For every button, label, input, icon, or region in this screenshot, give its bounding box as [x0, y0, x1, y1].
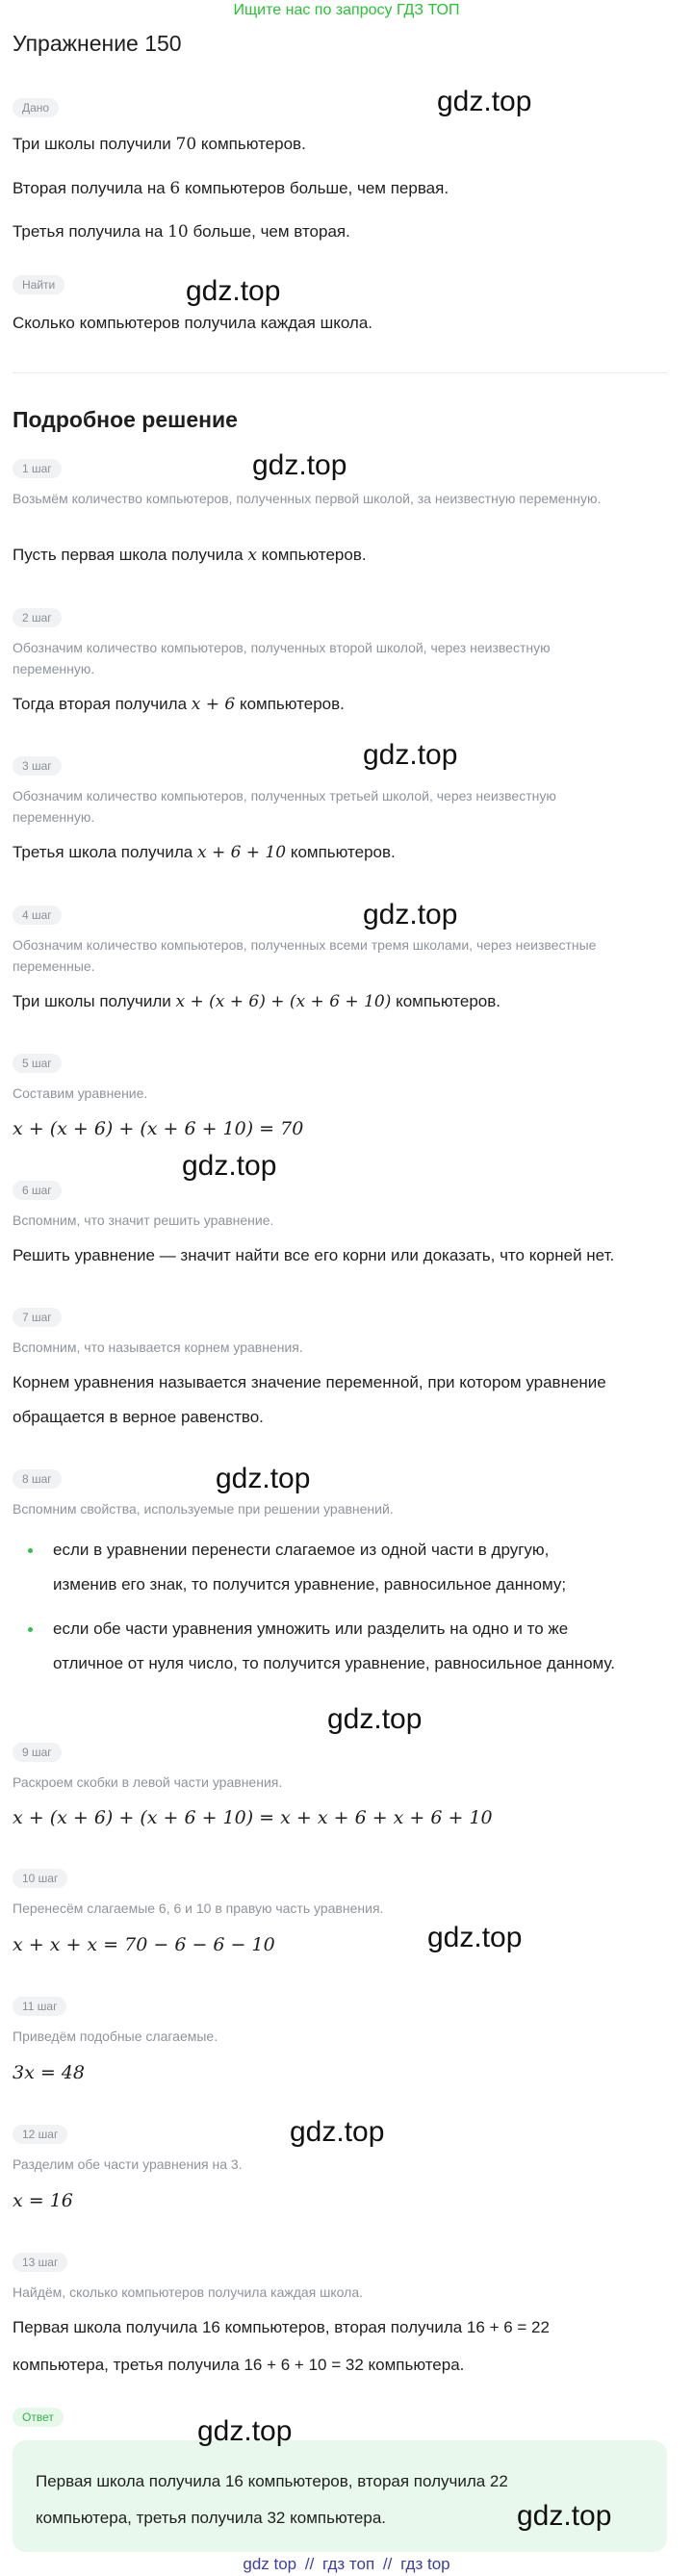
step-label: 13 шаг: [13, 2253, 67, 2272]
answer-label: Ответ: [13, 2408, 64, 2427]
find-text: Сколько компьютеров получила каждая школа.: [13, 314, 373, 332]
step-text-line-2: обращается в верное равенство.: [13, 1408, 264, 1426]
step-label: 6 шаг: [13, 1181, 62, 1200]
answer-line-1: Первая школа получила 16 компьютеров, вторая получила 22: [36, 2472, 508, 2490]
top-banner[interactable]: Ищите нас по запросу ГДЗ ТОП: [233, 2, 460, 18]
step-note: Разделим обе части уравнения на 3.: [13, 2156, 243, 2172]
watermark: gdz.top: [216, 1463, 311, 1494]
footer-separator: //: [304, 2555, 315, 2573]
answer-line-2: компьютера, третья получила 32 компьютера.: [36, 2509, 386, 2527]
step-formula: x + (x + 6) + (x + 6 + 10) = 70: [13, 1118, 304, 1139]
step-note: Вспомним, что называется корнем уравнения.: [13, 1339, 303, 1355]
step-formula: x + x + x = 70 − 6 − 6 − 10: [13, 1934, 275, 1955]
footer-separator: //: [382, 2555, 393, 2573]
footer-link[interactable]: гдз top: [400, 2555, 450, 2573]
divider: [13, 372, 667, 373]
given-line-2: Вторая получила на 6 компьютеров больше, чем первая.: [13, 179, 449, 198]
step-label: 1 шаг: [13, 459, 62, 478]
exercise-title: Упражнение 150: [13, 31, 182, 56]
step-text: Тогда вторая получила x + 6 компьютеров.: [13, 695, 345, 714]
list-item: если обе части уравнения умножить или разделить на одно и то же отличное от нуля число, то получится уравнение, равносильное данному.: [13, 1612, 677, 1681]
step-label: 11 шаг: [13, 1997, 66, 2016]
given-line-1: Три школы получили 70 компьютеров.: [13, 135, 306, 154]
watermark: gdz.top: [363, 739, 458, 771]
watermark: gdz.top: [517, 2500, 612, 2532]
step-text: Три школы получили x + (x + 6) + (x + 6 + 10) компьютеров.: [13, 992, 500, 1011]
footer-links: [0, 2554, 693, 2575]
watermark: gdz.top: [363, 899, 458, 931]
step-label: 8 шаг: [13, 1469, 62, 1489]
step-note: Обозначим количество компьютеров, полученных третьей школой, через неизвестную переменную.: [13, 788, 556, 825]
step-label: 3 шаг: [13, 756, 62, 776]
watermark: gdz.top: [290, 2116, 385, 2148]
step-note: Возьмём количество компьютеров, полученных первой школой, за неизвестную переменную.: [13, 491, 602, 506]
watermark: gdz.top: [437, 86, 532, 117]
step-text: Решить уравнение — значит найти все его корни или доказать, что корней нет.: [13, 1246, 615, 1264]
answer-box: [13, 2440, 667, 2552]
step-note: Найдём, сколько компьютеров получила каждая школа.: [13, 2284, 363, 2300]
step-note: Вспомним свойства, используемые при решении уравнений.: [13, 1501, 394, 1517]
watermark: gdz.top: [186, 275, 281, 307]
bullet-dot-icon: [28, 1548, 33, 1553]
step-note: Обозначим количество компьютеров, полученных всеми тремя школами, через неизвестные переменные.: [13, 937, 597, 974]
step-formula: x + (x + 6) + (x + 6 + 10) = x + x + 6 + x + 6 + 10: [13, 1807, 493, 1828]
step-note: Вспомним, что значит решить уравнение.: [13, 1212, 274, 1228]
step-note: Перенесём слагаемые 6, 6 и 10 в правую часть уравнения.: [13, 1900, 384, 1916]
bullet-dot-icon: [28, 1627, 33, 1632]
watermark: gdz.top: [252, 449, 347, 481]
properties-list: [13, 1533, 677, 1681]
given-label: Дано: [13, 98, 59, 117]
step-note: Раскроем скобки в левой части уравнения.: [13, 1774, 283, 1790]
footer-link[interactable]: гдз топ: [322, 2555, 375, 2573]
step-note: Составим уравнение.: [13, 1085, 148, 1101]
step-label: 4 шаг: [13, 905, 62, 925]
watermark: gdz.top: [197, 2415, 293, 2447]
list-item: если в уравнении перенести слагаемое из одной части в другую, изменив его знак, то получится уравнение, равносильное данному;: [13, 1533, 677, 1602]
watermark: gdz.top: [327, 1703, 423, 1735]
step-label: 9 шаг: [13, 1743, 62, 1762]
footer-link[interactable]: gdz top: [243, 2555, 297, 2573]
step-note: Приведём подобные слагаемые.: [13, 2028, 218, 2044]
solution-title: Подробное решение: [13, 407, 238, 432]
step-text: Третья школа получила x + 6 + 10 компьютеров.: [13, 843, 396, 862]
step-text-line-1: Корнем уравнения называется значение переменной, при котором уравнение: [13, 1373, 606, 1391]
step-formula: 3x = 48: [13, 2062, 85, 2083]
step-label: 2 шаг: [13, 608, 62, 627]
step-label: 7 шаг: [13, 1308, 62, 1327]
step-text: Пусть первая школа получила x компьютеров.: [13, 546, 367, 565]
step-note: Обозначим количество компьютеров, полученных второй школой, через неизвестную переменную.: [13, 640, 551, 676]
step-label: 5 шаг: [13, 1054, 62, 1073]
step-formula: x = 16: [13, 2190, 73, 2211]
step-text-line-1: Первая школа получила 16 компьютеров, вторая получила 16 + 6 = 22: [13, 2318, 550, 2336]
step-label: 10 шаг: [13, 1869, 67, 1888]
given-line-3: Третья получила на 10 больше, чем вторая.: [13, 222, 350, 242]
step-text-line-2: компьютера, третья получила 16 + 6 + 10 = 32 компьютера.: [13, 2356, 465, 2374]
watermark: gdz.top: [427, 1922, 523, 1953]
step-label: 12 шаг: [13, 2125, 67, 2144]
watermark: gdz.top: [182, 1150, 277, 1182]
find-label: Найти: [13, 275, 64, 294]
